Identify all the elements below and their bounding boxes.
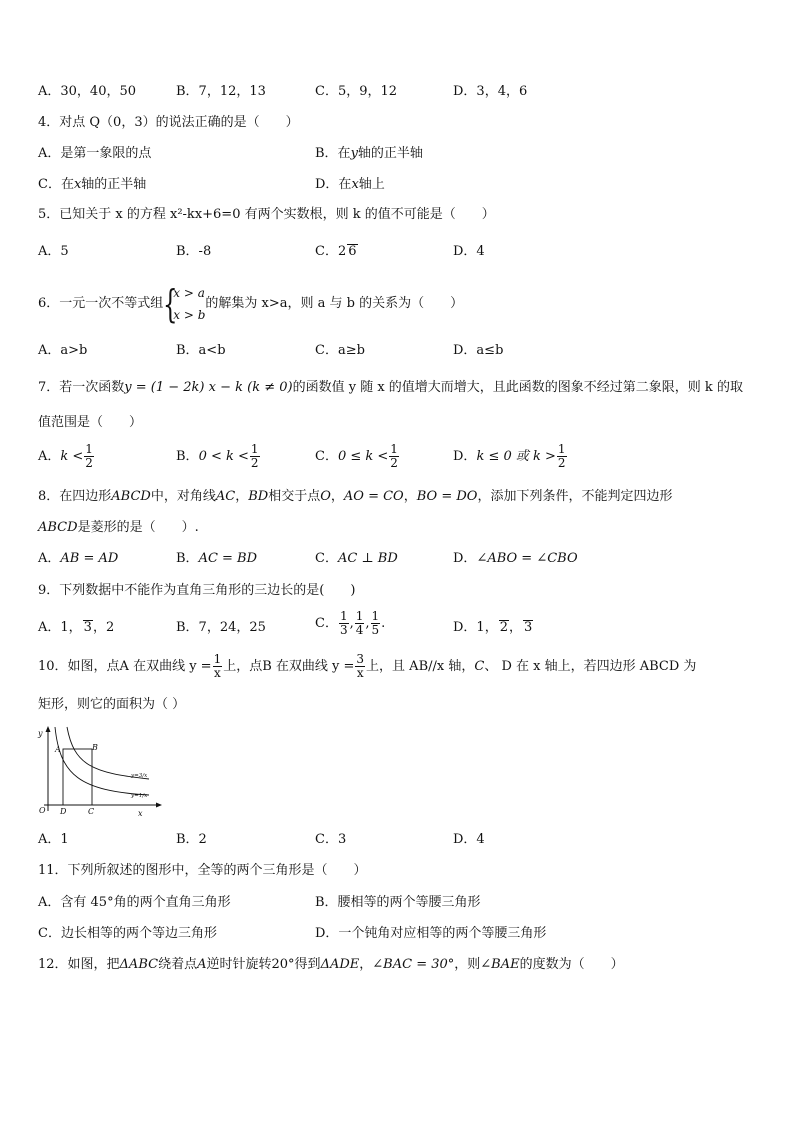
q7-d-frac <box>557 443 567 470</box>
q9-d-sqrt1: 2 <box>499 620 508 635</box>
q7-b-expr: 0 < k < <box>198 449 249 464</box>
q6-option-a: A．a>b <box>38 343 88 358</box>
q12-m3: 得到 <box>294 957 321 972</box>
q7-c-expr: 0 ≤ k < <box>337 449 389 464</box>
q10-p4: 、 D 在 x 轴上，若四边形 ABCD 为 <box>484 659 697 674</box>
q9-c-num1: 1 <box>339 609 348 623</box>
q6-row1: x > a <box>173 285 205 300</box>
q7-formula: y = (1 − 2k) x − k (k ≠ 0) <box>124 380 293 395</box>
q5-stem: 5．已知关于 x 的方程 x²-kx+6=0 有两个实数根，则 k 的值不可能是（ ） <box>38 207 495 222</box>
q10-f2-num: 3 <box>356 652 365 666</box>
q5-c-sqrt: 6 <box>348 244 357 259</box>
q8-mid2: 相交于点 <box>268 489 321 504</box>
q10-line2: 矩形，则它的面积为（ ） <box>38 697 186 712</box>
q10-line1 <box>38 652 696 682</box>
q9-c-den1: 3 <box>339 623 348 637</box>
q10-f1-den: x <box>214 666 221 680</box>
q7-post: 的函数值 y 随 x 的值增大而增大，且此函数的图象不经过第二象限，则 k 的取 <box>292 380 743 395</box>
q12-a: A <box>197 957 207 972</box>
q5-option-b: B．-8 <box>176 244 212 259</box>
q8-post: ，添加下列条件，不能判定四边形 <box>477 489 673 504</box>
label-y-axis: y <box>38 729 43 738</box>
q8-eq1: AO = CO <box>343 489 404 504</box>
q12-tri2: ΔADE <box>320 957 360 972</box>
q8-a: AB = AD <box>60 551 119 566</box>
q8-a-pre: A． <box>38 551 61 566</box>
q12-angle: ∠BAC = 30° <box>372 957 455 972</box>
q4-stem: 4．对点 Q（0，3）的说法正确的是（ ） <box>38 115 299 130</box>
q8-option-d <box>453 550 578 568</box>
q4-d-var: x <box>351 177 359 192</box>
q12-ask: ∠BAE <box>480 957 520 972</box>
q9-c-pre: C． <box>315 616 338 631</box>
q10-p2: 上，点B 在双曲线 y = <box>223 659 355 674</box>
q4-option-d <box>315 176 385 194</box>
q3-option-a: A．30，40，50 <box>38 84 137 99</box>
q10-option-a: A．1 <box>38 832 69 847</box>
q8-ac: AC <box>215 489 236 504</box>
q11-option-b: B．腰相等的两个等腰三角形 <box>315 895 481 910</box>
q10-p1: 10．如图，点A 在双曲线 y = <box>38 659 212 674</box>
q10-frac1 <box>213 653 223 680</box>
q8-bd: BD <box>248 489 269 504</box>
q8-sep2: ， <box>330 489 344 504</box>
q7-a-den: 2 <box>85 456 93 470</box>
q3-option-c: C．5，9，12 <box>315 84 398 99</box>
q8-sep3: ， <box>403 489 417 504</box>
q9-a-post: ，2 <box>92 620 115 635</box>
q9-c-den3: 5 <box>371 623 380 637</box>
q7-d-pre: D． <box>453 449 477 464</box>
q10-f2-den: x <box>356 666 364 680</box>
q7-line1 <box>38 379 743 397</box>
q7-d-num: 1 <box>557 442 566 456</box>
q12-pre: 12．如图，把 <box>38 957 120 972</box>
label-origin: O <box>39 806 46 815</box>
q6-row2: x > b <box>173 307 206 322</box>
label-x-axis: x <box>138 809 143 818</box>
q7-b-den: 2 <box>250 456 259 470</box>
q7-a-pre: A． <box>38 449 61 464</box>
y-axis-arrow <box>46 726 51 732</box>
q12-m2: 逆时针旋转 <box>206 957 272 972</box>
q8-c-pre: C． <box>315 551 338 566</box>
q8-option-b <box>176 550 257 568</box>
q12-m4: ，则 <box>454 957 481 972</box>
q4-option-a: A．是第一象限的点 <box>38 146 152 161</box>
q6-system <box>163 282 205 326</box>
q4-option-b <box>315 145 423 163</box>
q10-option-b: B．2 <box>176 832 207 847</box>
q7-b-pre: B． <box>176 449 199 464</box>
q9-stem: 9．下列数据中不能作为直角三角形的三边长的是( ) <box>38 583 356 598</box>
q7-option-c <box>315 443 400 470</box>
label-curve-3-over-x: y=3/x <box>131 773 148 779</box>
q10-frac2 <box>355 653 365 680</box>
q7-option-a <box>38 443 95 470</box>
q9-d-sqrt2: 3 <box>524 620 533 635</box>
q7-c-num: 1 <box>390 442 398 456</box>
q6-option-c: C．a≥b <box>315 343 365 358</box>
q8-b-pre: B． <box>176 551 199 566</box>
q9-option-b: B．7，24，25 <box>176 620 266 635</box>
q7-a-frac <box>84 443 94 470</box>
q4-c-post: 轴的正半轴 <box>81 177 147 192</box>
q8-c: AC ⊥ BD <box>337 551 398 566</box>
q8-abcd: ABCD <box>111 489 151 504</box>
q7-a-num: 1 <box>85 442 93 456</box>
label-point-d: D <box>60 807 67 816</box>
q7-line2: 值范围是（ ） <box>38 415 143 430</box>
q8-line1 <box>38 488 672 506</box>
q7-d-den: 2 <box>557 456 566 470</box>
q4-b-post: 轴的正半轴 <box>357 146 423 161</box>
q7-a-expr: k < <box>60 449 84 464</box>
q8-o: O <box>320 489 331 504</box>
q9-c-num3: 1 <box>371 609 380 623</box>
q9-c-frac1 <box>339 610 349 637</box>
q6-pre: 6．一元一次不等式组 <box>38 296 164 311</box>
q7-c-frac <box>389 443 399 470</box>
q9-option-c: C． $\frac{1}{3}$ , $\frac{1}{4}$ , $\frac{1}{5}$ . <box>315 609 386 637</box>
q12-m1: 绕着点 <box>158 957 198 972</box>
q7-b-num: 1 <box>250 442 259 456</box>
q9-d-pre: D．1， <box>453 620 498 635</box>
curve-y-3-over-x <box>67 727 149 779</box>
q4-c-var: x <box>73 177 82 192</box>
q8-eq2: BO = DO <box>416 489 478 504</box>
q4-b-var: y <box>350 146 358 161</box>
q6-stem <box>38 280 463 328</box>
q8-mid1: 中，对角线 <box>150 489 216 504</box>
q4-option-c <box>38 176 146 194</box>
q7-option-b <box>176 443 261 470</box>
q6-brace: { <box>163 281 178 326</box>
q9-a-sqrt: 3 <box>83 620 92 635</box>
q11-option-d: D．一个钝角对应相等的两个等腰三角形 <box>315 926 547 941</box>
q8-d-pre: D． <box>453 551 477 566</box>
q7-option-d <box>453 443 568 470</box>
q4-b-pre: B．在 <box>315 146 351 161</box>
q9-c-num2: 1 <box>355 609 364 623</box>
q5-option-c <box>315 243 358 261</box>
q10-p3: 上，且 AB//x 轴， <box>366 659 475 674</box>
q10-hyperbola-graph <box>34 725 164 820</box>
q11-option-a: A．含有 45°角的两个直角三角形 <box>38 895 231 910</box>
q8-option-a <box>38 550 118 568</box>
q9-c-frac2 <box>355 610 365 637</box>
q8-pre: 8．在四边形 <box>38 489 112 504</box>
q12-tri1: ΔABC <box>119 957 159 972</box>
q4-c-pre: C．在 <box>38 177 74 192</box>
q5-option-a: A．5 <box>38 244 69 259</box>
q5-option-d: D．4 <box>453 244 485 259</box>
q8-option-c <box>315 550 398 568</box>
q9-c-frac3 <box>371 610 381 637</box>
q5-c-pre: C．2 <box>315 244 347 259</box>
q7-c-pre: C． <box>315 449 338 464</box>
q12-post: 的度数为（ ） <box>519 957 624 972</box>
q4-d-pre: D．在 <box>315 177 352 192</box>
q9-c-den2: 4 <box>355 623 364 637</box>
q9-option-d <box>453 619 533 637</box>
x-axis-arrow <box>156 803 162 808</box>
q6-option-b: B．a<b <box>176 343 226 358</box>
q8-abcd-2: ABCD <box>38 520 78 535</box>
label-point-c: C <box>88 807 95 816</box>
q8-d: ∠ABO = ∠CBO <box>476 551 578 566</box>
q8-line2 <box>38 519 199 537</box>
q10-option-c: C．3 <box>315 832 347 847</box>
q10-option-d: D．4 <box>453 832 485 847</box>
q3-option-d: D．3，4，6 <box>453 84 528 99</box>
q4-d-post: 轴上 <box>358 177 385 192</box>
q7-pre: 7．若一次函数 <box>38 380 125 395</box>
q6-option-d: D．a≤b <box>453 343 504 358</box>
q8-line2-post: 是菱形的是（ ）. <box>77 520 199 535</box>
label-point-a: A <box>55 745 61 754</box>
q10-f1-num: 1 <box>213 652 222 666</box>
q7-b-frac <box>250 443 260 470</box>
q11-stem: 11．下列所叙述的图形中，全等的两个三角形是（ ） <box>38 863 367 878</box>
q8-b: AC = BD <box>198 551 258 566</box>
q6-post: 的解集为 x>a，则 a 与 b 的关系为（ ） <box>205 296 464 311</box>
q12-sep: ， <box>359 957 373 972</box>
q10-c: C <box>474 659 485 674</box>
q8-sep1: ， <box>235 489 249 504</box>
q3-option-b: B．7，12，13 <box>176 84 266 99</box>
q7-d-expr: k ≤ 0 或 k > <box>476 449 556 464</box>
q9-d-sep: ， <box>508 620 522 635</box>
q9-a-pre: A．1， <box>38 620 82 635</box>
q9-option-a <box>38 619 114 637</box>
q7-c-den: 2 <box>390 456 398 470</box>
label-point-b: B <box>92 743 98 752</box>
label-curve-1-over-x: y=1/x <box>131 793 148 799</box>
q11-option-c: C．边长相等的两个等边三角形 <box>38 926 217 941</box>
q12-deg: 20° <box>271 957 295 972</box>
q12-stem <box>38 956 624 974</box>
